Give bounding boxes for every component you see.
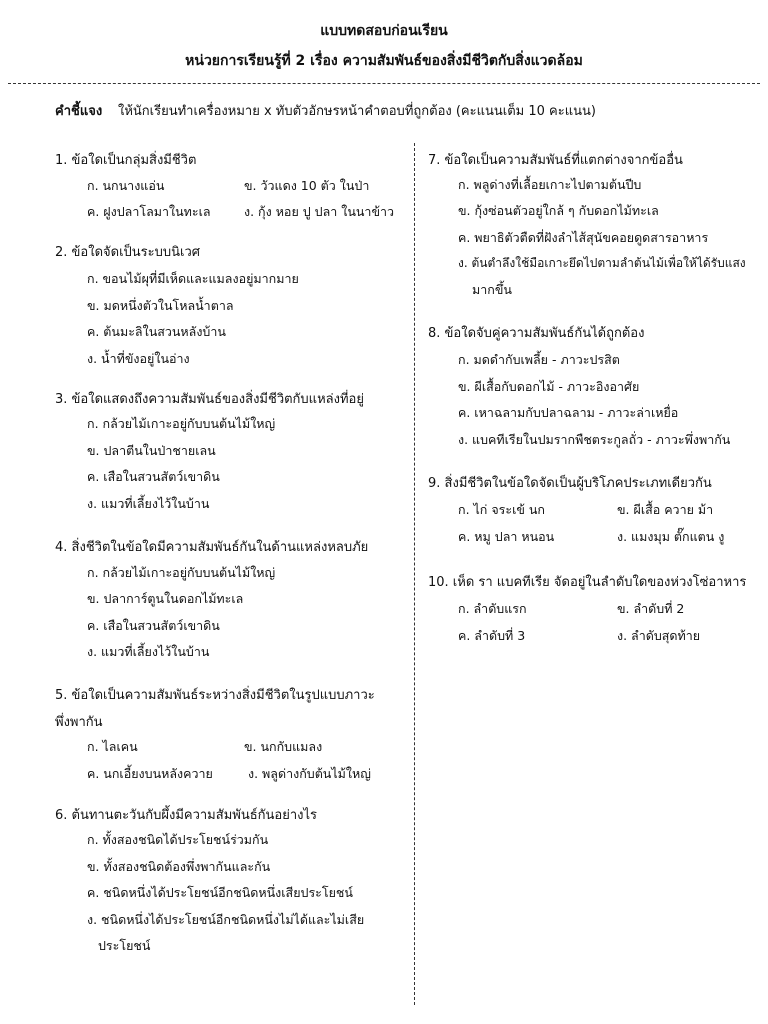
q3-option-b[interactable]: ข. ปลาตีนในป่าชายเลน	[87, 443, 216, 458]
q2-option-b[interactable]: ข. มดหนึ่งตัวในโหลน้ำตาล	[87, 298, 234, 313]
q8-option-b[interactable]: ข. ผีเสื้อกับดอกไม้ - ภาวะอิงอาศัย	[458, 379, 640, 394]
question-5-cont: พึ่งพากัน	[55, 715, 103, 730]
page-subtitle: หน่วยการเรียนรู้ที่ 2 เรื่อง ความสัมพันธ์ของสิ่งมีชีวิตกับสิ่งแวดล้อม	[185, 53, 583, 69]
q3-option-c[interactable]: ค. เสือในสวนสัตว์เขาดิน	[87, 469, 220, 484]
question-7: 7. ข้อใดเป็นความสัมพันธ์ที่แตกต่างจากข้ออื่น	[428, 153, 683, 168]
column-divider	[414, 143, 415, 1005]
q9-option-a[interactable]: ก. ไก่ จระเข้ นก	[458, 502, 545, 517]
question-6: 6. ต้นทานตะวันกับผึ้งมีความสัมพันธ์กันอย่างไร	[55, 808, 317, 823]
q5-option-a[interactable]: ก. ไลเคน	[87, 739, 138, 754]
q8-option-c[interactable]: ค. เหาฉลามกับปลาฉลาม - ภาวะล่าเหยื่อ	[458, 405, 679, 420]
q6-option-c[interactable]: ค. ชนิดหนึ่งได้ประโยชน์อีกชนิดหนึ่งเสียประโยชน์	[87, 885, 353, 900]
q3-option-d[interactable]: ง. แมวที่เลี้ยงไว้ในบ้าน	[87, 496, 210, 511]
q6-option-a[interactable]: ก. ทั้งสองชนิดได้ประโยชน์ร่วมกัน	[87, 832, 269, 847]
question-4: 4. สิ่งชีวิตในข้อใดมีความสัมพันธ์กันในด้านแหล่งหลบภัย	[55, 540, 369, 555]
question-9: 9. สิ่งมีชีวิตในข้อใดจัดเป็นผู้บริโภคประเภทเดียวกัน	[428, 476, 712, 491]
q8-option-a[interactable]: ก. มดดำกับเพลี้ย - ภาวะปรสิต	[458, 352, 620, 367]
question-1: 1. ข้อใดเป็นกลุ่มสิ่งมีชีวิต	[55, 153, 197, 168]
q4-option-d[interactable]: ง. แมวที่เลี้ยงไว้ในบ้าน	[87, 644, 210, 659]
q6-option-b[interactable]: ข. ทั้งสองชนิดต้องพึ่งพากันและกัน	[87, 859, 271, 874]
q6-option-d-cont: ประโยชน์	[98, 938, 151, 953]
q1-option-d[interactable]: ง. กุ้ง หอย ปู ปลา ในนาข้าว	[244, 204, 395, 219]
q4-option-c[interactable]: ค. เสือในสวนสัตว์เขาดิน	[87, 618, 220, 633]
q7-option-d-cont: มากขึ้น	[472, 282, 512, 297]
q9-option-d[interactable]: ง. แมงมุม ตั๊กแตน งู	[617, 529, 725, 544]
q3-option-a[interactable]: ก. กล้วยไม้เกาะอยู่กับบนต้นไม้ใหญ่	[87, 416, 276, 431]
q5-option-c[interactable]: ค. นกเอี้ยงบนหลังควาย	[87, 766, 213, 781]
instructions	[55, 100, 596, 121]
q7-option-d[interactable]: ง. ต้นตำลึงใช้มือเกาะยึดไปตามลำต้นไม้เพื่อให้ได้รับแสง	[458, 256, 746, 270]
q1-option-b[interactable]: ข. วัวแดง 10 ตัว ในป่า	[244, 178, 370, 193]
q1-option-a[interactable]: ก. นกนางแอ่น	[87, 178, 165, 193]
q6-option-d[interactable]: ง. ชนิดหนึ่งได้ประโยชน์อีกชนิดหนึ่งไม่ได้และไม่เสีย	[87, 912, 365, 927]
question-5: 5. ข้อใดเป็นความสัมพันธ์ระหว่างสิ่งมีชีวิตในรูปแบบภาวะ	[55, 688, 375, 703]
q10-option-a[interactable]: ก. ลำดับแรก	[458, 601, 527, 616]
q9-option-c[interactable]: ค. หมู ปลา หนอน	[458, 529, 555, 544]
q2-option-a[interactable]: ก. ขอนไม้ผุที่มีเห็ดและแมลงอยู่มากมาย	[87, 271, 299, 286]
question-10: 10. เห็ด รา แบคทีเรีย จัดอยู่ในลำดับใดของห่วงโซ่อาหาร	[428, 575, 747, 590]
question-8: 8. ข้อใดจับคู่ความสัมพันธ์กันได้ถูกต้อง	[428, 326, 645, 341]
q9-option-b[interactable]: ข. ผีเสื้อ ควาย ม้า	[617, 502, 714, 517]
q7-option-a[interactable]: ก. พลูด่างที่เลื้อยเกาะไปตามต้นปีบ	[458, 177, 642, 192]
q5-option-b[interactable]: ข. นกกับแมลง	[244, 739, 323, 754]
q2-option-d[interactable]: ง. น้ำที่ขังอยู่ในอ่าง	[87, 351, 190, 366]
q10-option-b[interactable]: ข. ลำดับที่ 2	[617, 601, 685, 616]
q4-option-b[interactable]: ข. ปลาการ์ตูนในดอกไม้ทะเล	[87, 591, 244, 606]
instructions-text: ให้นักเรียนทำเครื่องหมาย x ทับตัวอักษรหน้าคำตอบที่ถูกต้อง (คะแนนเต็ม 10 คะแนน)	[118, 104, 596, 119]
instructions-label: คำชี้แจง	[55, 104, 103, 119]
q7-option-c[interactable]: ค. พยาธิตัวตืดที่ฝังลำไส้สุนัขคอยดูดสารอาหาร	[458, 230, 709, 245]
page-title: แบบทดสอบก่อนเรียน	[320, 23, 448, 39]
q7-option-b[interactable]: ข. กุ้งซ่อนตัวอยู่ใกล้ ๆ กับดอกไม้ทะเล	[458, 203, 659, 218]
q1-option-c[interactable]: ค. ฝูงปลาโลมาในทะเล	[87, 204, 211, 219]
q10-option-c[interactable]: ค. ลำดับที่ 3	[458, 628, 526, 643]
q4-option-a[interactable]: ก. กล้วยไม้เกาะอยู่กับบนต้นไม้ใหญ่	[87, 565, 276, 580]
question-3: 3. ข้อใดแสดงถึงความสัมพันธ์ของสิ่งมีชีวิตกับแหล่งที่อยู่	[55, 392, 364, 407]
header-divider	[8, 83, 760, 84]
q5-option-d[interactable]: ง. พลูด่างกับต้นไม้ใหญ่	[248, 766, 371, 781]
q2-option-c[interactable]: ค. ต้นมะลิในสวนหลังบ้าน	[87, 324, 226, 339]
q8-option-d[interactable]: ง. แบคทีเรียในปมรากพืชตระกูลถั่ว - ภาวะพึ่งพากัน	[458, 432, 731, 447]
question-2: 2. ข้อใดจัดเป็นระบบนิเวศ	[55, 245, 201, 260]
q10-option-d[interactable]: ง. ลำดับสุดท้าย	[617, 628, 701, 643]
